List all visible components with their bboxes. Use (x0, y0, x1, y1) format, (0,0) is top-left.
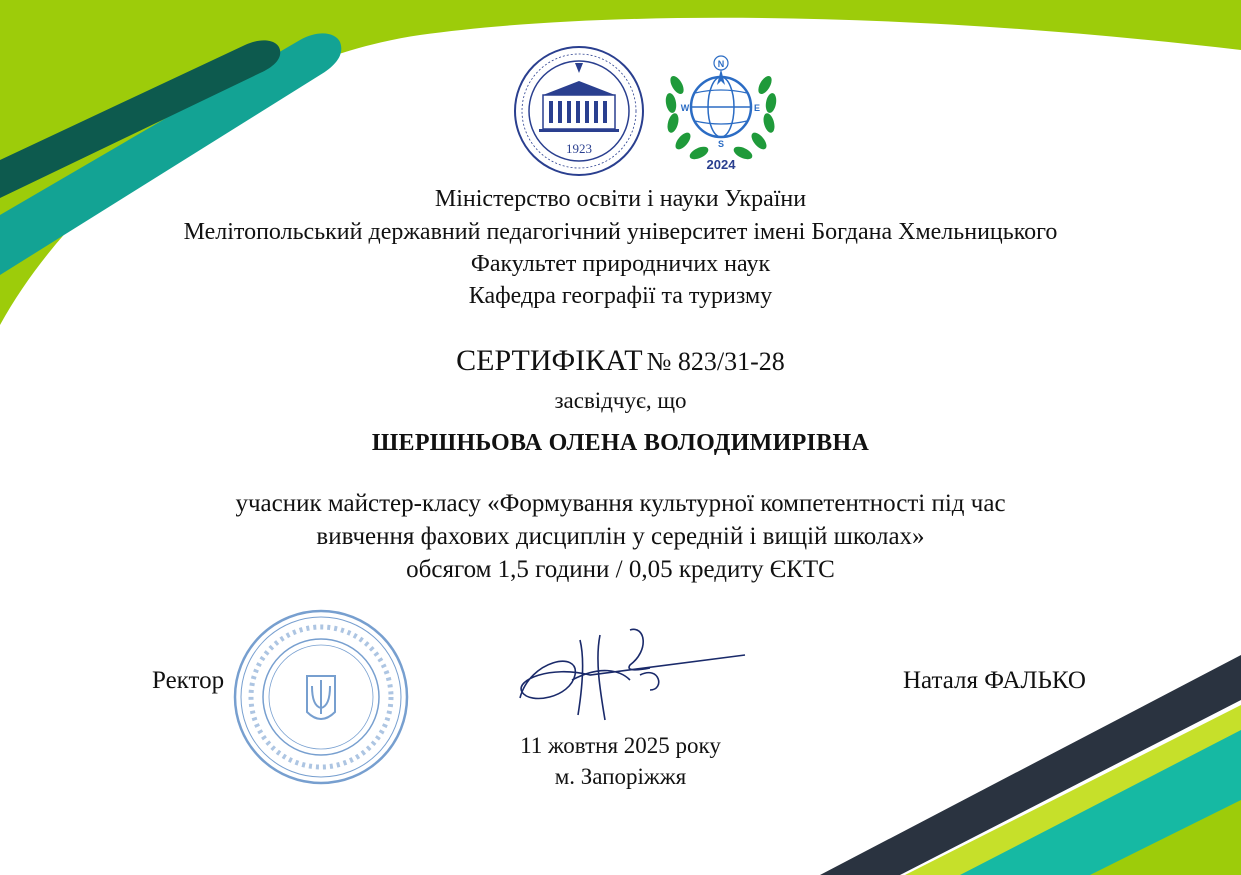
emblem-compass-w: W (680, 103, 690, 113)
recipient-name: ШЕРШНЬОВА ОЛЕНА ВОЛОДИМИРІВНА (371, 430, 870, 456)
handwritten-signature-icon (510, 620, 750, 740)
masterclass-volume-line: обсягом 1,5 години / 0,05 кредиту ЄКТС (406, 556, 835, 583)
emblem-year: 2024 (706, 157, 736, 172)
certificate-title: СЕРТИФІКАТ (456, 344, 643, 377)
certifies-line: засвідчує, що (554, 388, 687, 413)
emblem-compass-e: E (753, 103, 761, 113)
official-stamp-icon (232, 608, 410, 786)
ministry-line: Міністерство освіти і науки України (434, 186, 807, 212)
university-line: Мелітопольський державний педагогічний університет імені Богдана Хмельницького (183, 219, 1058, 245)
emblem-compass-n: N (717, 59, 725, 69)
globe-laurel-emblem-icon (655, 45, 787, 177)
certificate-heading (0, 344, 1241, 378)
university-seal-icon (513, 45, 645, 177)
signer-name: Наталя ФАЛЬКО (903, 667, 1086, 694)
masterclass-line-1: учасник майстер-класу «Формування культурної компетентності під час (235, 490, 1006, 517)
certificate-number: № 823/31-28 (646, 347, 785, 376)
emblem-compass-s: S (717, 139, 725, 149)
masterclass-line-2: вивчення фахових дисциплін у середній і вищій школах» (316, 523, 925, 550)
department-line: Кафедра географії та туризму (468, 283, 773, 309)
signer-role: Ректор (152, 667, 225, 694)
university-founding-year: 1923 (566, 141, 592, 156)
faculty-line: Факультет природничих наук (470, 251, 771, 277)
issue-city: м. Запоріжжя (554, 764, 687, 789)
issue-date: 11 жовтня 2025 року (520, 733, 721, 758)
